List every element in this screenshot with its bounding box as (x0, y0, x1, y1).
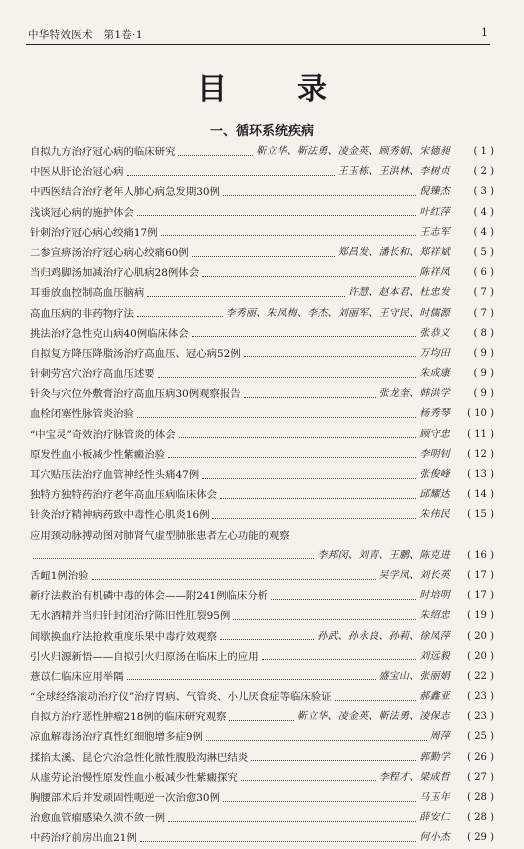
toc-entry (30, 748, 494, 768)
toc-entry-authors: 万均田 (419, 347, 450, 359)
header-rule (26, 44, 490, 45)
dot-leader (140, 841, 417, 842)
dot-leader (137, 417, 416, 418)
toc-entry-page: ( 20 ) (467, 650, 494, 662)
dot-leader (202, 478, 416, 479)
toc-entry (30, 627, 494, 647)
toc-entry-title: 自拟九方治疗冠心病的临床研究 (30, 146, 176, 158)
dot-leader (241, 780, 376, 781)
toc-entry-title: 独特方独特药治疗老年高血压病临床体会 (30, 489, 218, 502)
page-number: 1 (481, 26, 488, 39)
dot-leader (137, 316, 223, 317)
dot-leader (92, 579, 376, 580)
toc-entry-title: 凉血解毒汤治疗真性红细胞增多症9例 (30, 731, 203, 744)
toc-entry-page: ( 9 ) (473, 347, 494, 359)
toc-entry-authors: 李邦闵、刘青、王鹏、陈克进 (317, 549, 450, 561)
page-title: 目 录 (197, 72, 347, 107)
dot-leader (147, 296, 345, 297)
dot-leader (233, 619, 416, 620)
dot-leader (127, 175, 335, 176)
toc-entry-title: 治愈血管瘤感染久溃不敛一例 (30, 812, 166, 825)
toc-entry (30, 283, 494, 303)
toc-entry (30, 142, 494, 162)
toc-entry-authors: 郑昌发、潘长和、郑祥斌 (337, 246, 450, 258)
toc-entry (30, 223, 494, 243)
toc-entry (30, 182, 494, 202)
toc-entry-title: 针刺劳宫穴治疗高血压述要 (30, 368, 155, 381)
toc-entry-title: 二参宣痹汤治疗冠心病心绞痛60例 (30, 246, 189, 259)
toc-entry-page: ( 16 ) (467, 549, 494, 561)
toc-entry-title: 高血压病的非药物疗法 (30, 307, 134, 320)
toc-entry (30, 162, 494, 182)
section-heading: 一、循环系统疾病 (209, 124, 314, 139)
dot-leader (220, 639, 314, 640)
toc-entry-page: ( 25 ) (467, 731, 494, 743)
toc-entry-page: ( 3 ) (473, 186, 494, 198)
dot-leader (137, 215, 416, 216)
toc-entry-authors: 周萍 (429, 731, 450, 743)
toc-entry (30, 203, 494, 223)
toc-entry-page: ( 7 ) (473, 307, 494, 319)
toc-entry (30, 768, 494, 788)
dot-leader (251, 760, 416, 761)
dot-leader (220, 498, 416, 499)
toc-entry-authors: 靳立华、凌金英、靳法勇、凌保志 (297, 711, 450, 723)
toc-entry-page: ( 8 ) (473, 327, 494, 339)
toc-entry-page: ( 23 ) (467, 711, 494, 723)
toc-entry-authors: 许慧、赵本君、杜忠发 (348, 287, 450, 299)
toc-entry-title: 针灸治疗精神病药致中毒性心肌炎16例 (30, 509, 210, 522)
dot-leader (202, 276, 416, 277)
toc-entry (30, 425, 494, 445)
toc-entry-authors: 张恭义 (419, 327, 450, 339)
toc-entry-title: 无水酒精并当归针封闭治疗陈旧性肛裂95例 (30, 610, 231, 623)
dot-leader (335, 700, 417, 701)
toc-entry-authors: 刘远毅 (419, 650, 450, 662)
toc-entry-page: ( 11 ) (467, 428, 494, 440)
toc-entry-page: ( 13 ) (467, 469, 494, 480)
toc-entry-authors: 王志军 (419, 226, 450, 238)
toc-entry (30, 263, 494, 283)
running-header: 中华特效医术 第1卷·1 (28, 29, 143, 41)
toc-entry-authors: 陈祥凤 (419, 267, 450, 279)
toc-entry-authors: 吴学凤、刘长英 (378, 569, 450, 581)
dot-leader (212, 518, 416, 519)
toc-entry-page: ( 23 ) (467, 691, 494, 703)
toc-entry-authors: 倪臻杰 (419, 186, 450, 198)
toc-entry-page: ( 27 ) (467, 771, 494, 783)
toc-entry-title: 浅谈冠心病的施护体会 (30, 206, 134, 219)
toc-entry-page: ( 1 ) (473, 146, 494, 157)
toc-entry-page: ( 7 ) (473, 287, 494, 299)
dot-leader (192, 256, 335, 257)
toc-entry (30, 546, 494, 566)
toc-entry-authors: 朱绍忠 (419, 610, 450, 622)
toc-entry-title: 针灸与穴位外敷膏治疗高血压病30例观察报告 (30, 388, 241, 401)
toc-entry-authors: 朱成康 (419, 368, 450, 380)
toc-entry (30, 808, 494, 828)
toc-entry-title: 耳垂放血控制高血压脑病 (30, 287, 145, 300)
dot-leader (158, 377, 417, 378)
dot-leader (244, 397, 376, 398)
toc-entry (30, 647, 494, 667)
toc-entry-authors: 李秀丽、朱凤梅、李杰、刘丽军、王守民、时儒源 (225, 307, 450, 319)
toc-entry-title: 当归鸡脚汤加减治疗心肌病28例体会 (30, 267, 200, 280)
toc-entry-authors: 孙武、孙永良、孙莉、徐凤萍 (317, 630, 450, 642)
toc-entry (30, 465, 494, 485)
table-of-contents (30, 142, 494, 849)
toc-entry (30, 445, 494, 465)
toc-entry-page: ( 4 ) (473, 226, 494, 238)
dot-leader (223, 195, 417, 196)
toc-entry-title: 自拟方治疗恶性肿瘤218例的临床研究观察 (30, 711, 227, 724)
toc-entry-page: ( 14 ) (467, 489, 494, 501)
toc-entry (30, 384, 494, 404)
toc-entry-page: ( 9 ) (473, 388, 494, 400)
toc-entry-authors: 李明钊 (419, 448, 450, 460)
dot-leader (127, 679, 376, 680)
dot-leader (262, 659, 417, 660)
toc-entry (30, 404, 494, 424)
toc-entry (30, 324, 494, 344)
toc-entry-title: 胸腰部术后并发顽固性呃逆一次治愈30例 (30, 792, 220, 804)
toc-entry (30, 364, 494, 384)
toc-entry-authors: 张龙奎、韩洪学 (378, 388, 450, 400)
dot-leader (271, 599, 416, 600)
toc-entry (30, 505, 494, 525)
toc-entry-title: 中医从肝论治冠心病 (30, 166, 124, 179)
toc-entry-authors: 靳立华、靳法勇、凌金英、顾秀娟、宋德昶 (256, 146, 450, 157)
toc-entry (30, 344, 494, 364)
toc-entry (30, 566, 494, 586)
toc-entry (30, 707, 494, 727)
toc-entry-title: 中西医结合治疗老年人肺心病急发期30例 (30, 186, 220, 199)
toc-entry-page: ( 28 ) (467, 812, 494, 824)
toc-entry-title: 从虚劳论治慢性原发性血小板减少性紫癜探究 (30, 771, 238, 784)
toc-entry-title: 原发性血小板减少性紫癜治验 (30, 448, 166, 461)
toc-entry-title: 薏苡仁临床应用举隅 (30, 670, 124, 683)
toc-entry-title: 耳穴贴压法治疗血管神经性头痛47例 (30, 469, 200, 481)
toc-entry-page: ( 15 ) (467, 509, 494, 521)
toc-entry-authors: 时培明 (419, 590, 450, 602)
toc-entry-page: ( 5 ) (473, 246, 494, 258)
toc-entry-authors: 李程才、梁成哲 (378, 771, 450, 783)
dot-leader (223, 801, 417, 802)
toc-entry (30, 687, 494, 707)
toc-entry (30, 828, 494, 848)
toc-entry-page: ( 17 ) (467, 569, 494, 581)
toc-entry-page: ( 4 ) (473, 206, 494, 218)
toc-entry-page: ( 20 ) (467, 630, 494, 642)
toc-entry-authors: 张俊峰 (419, 469, 450, 480)
toc-entry-title: 自拟复方降压降脂汤治疗高血压、冠心病52例 (30, 347, 241, 360)
dot-leader (33, 558, 314, 559)
dot-leader (192, 336, 417, 337)
toc-entry-title: 血栓闭塞性脉管炎治验 (30, 408, 134, 421)
toc-entry-authors: 王玉栋、王洪林、李树贞 (337, 166, 450, 178)
toc-entry-authors: 叶红萍 (419, 206, 450, 218)
toc-entry-title: “中宝灵”奇效治疗脉管炎的体会 (30, 428, 176, 441)
toc-entry-title: 舌衄1例治验 (30, 569, 89, 582)
toc-entry-title: 引火归源新悟——自拟引火归原汤在临床上的应用 (30, 650, 259, 663)
toc-entry-authors: 盛宝山、张丽娟 (378, 670, 450, 682)
toc-entry (30, 667, 494, 687)
toc-entry-page: ( 22 ) (467, 670, 494, 682)
dot-leader (229, 720, 294, 721)
toc-entry-page: ( 19 ) (467, 610, 494, 622)
toc-entry-page: ( 29 ) (467, 832, 494, 844)
toc-entry-authors: 郭勤学 (419, 751, 450, 763)
toc-entry (30, 788, 494, 808)
toc-entry-page: ( 2 ) (473, 166, 494, 178)
toc-entry-page: ( 10 ) (467, 408, 494, 420)
toc-entry-page: ( 6 ) (473, 267, 494, 279)
toc-entry (30, 485, 494, 505)
toc-entry-authors: 何小杰 (419, 832, 450, 844)
toc-entry-authors: 杨秀琴 (419, 408, 450, 420)
toc-entry-authors: 邱耀达 (419, 489, 450, 501)
toc-entry-authors: 朱伟民 (419, 509, 450, 521)
toc-entry-authors: 顾守忠 (419, 428, 450, 440)
dot-leader (178, 155, 253, 156)
toc-entry-page: ( 28 ) (467, 792, 494, 803)
toc-entry-title: 针刺治疗冠心病心绞痛17例 (30, 226, 158, 239)
toc-entry-page: ( 26 ) (467, 751, 494, 763)
dot-leader (168, 821, 416, 822)
dot-leader (206, 740, 427, 741)
toc-entry (30, 243, 494, 263)
toc-entry-title: “全球经络滚动治疗仪”治疗胃病、气管炎、小儿厌食症等临床验证 (30, 691, 332, 704)
toc-entry (30, 727, 494, 747)
toc-entry-page: ( 17 ) (467, 590, 494, 602)
toc-entry-authors: 马玉年 (419, 792, 450, 803)
toc-entry-title: 新疗法救治有机磷中毒的体会——附241例临床分析 (30, 590, 269, 603)
toc-entry-page: ( 9 ) (473, 368, 494, 380)
toc-entry-title: 挑法治疗急性克山病40例临床体会 (30, 327, 189, 340)
toc-entry-page: ( 12 ) (467, 448, 494, 460)
toc-entry-title: 揉掐太溪、昆仑穴治急性化脓性腹股沟淋巴结炎 (30, 751, 249, 764)
dot-leader (161, 235, 417, 236)
toc-entry-authors: 郝鑫亚 (419, 691, 450, 703)
dot-leader (244, 356, 417, 357)
toc-entry-title: 中药治疗前房出血21例 (30, 832, 137, 845)
toc-entry (30, 606, 494, 626)
toc-entry (30, 586, 494, 606)
dot-leader (179, 437, 417, 438)
toc-entry-title: 间歇换血疗法抢救重度乐果中毒疗效观察 (30, 630, 218, 643)
toc-entry-authors: 薛安仁 (419, 812, 450, 824)
dot-leader (168, 457, 416, 458)
toc-entry (30, 304, 494, 324)
toc-entry-title: 应用颈动脉搏动图对肺肾气虚型肺胀患者左心功能的观察 (30, 529, 290, 542)
